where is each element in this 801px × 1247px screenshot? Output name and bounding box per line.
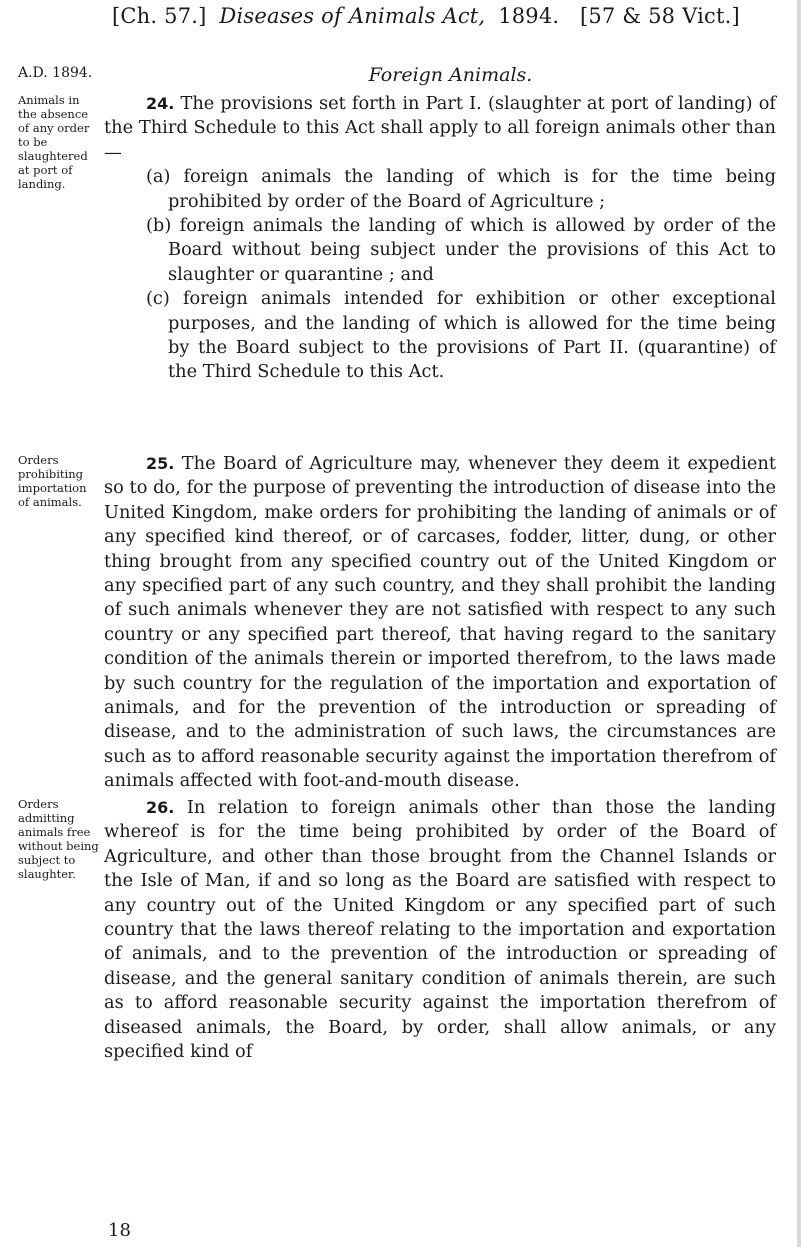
section-25 — [104, 452, 776, 794]
margin-note-25: Orders prohibiting importation of animals. — [18, 453, 87, 509]
margin-note-26: Orders admitting animals free without being subject to slaughter. — [18, 797, 99, 881]
section-24-item-c — [104, 287, 776, 385]
section-26-body — [104, 796, 776, 1064]
item-text: foreign animals the landing of which is for the time being prohibited by order of the Board of Agriculture ; — [168, 166, 777, 212]
regnal-year: [57 & 58 Vict.] — [579, 4, 740, 28]
item-text: foreign animals the landing of which is allowed by order of the Board without being subject under the provisions of this Act to slaughter or quarantine ; and — [168, 215, 776, 285]
running-head — [112, 4, 740, 28]
section-26-number: 26. — [146, 798, 175, 817]
section-24-body — [104, 92, 776, 165]
item-label: (c) — [146, 288, 170, 310]
page-number: 18 — [108, 1220, 131, 1241]
margin-note-24: Animals in the absence of any order to be slaughtered at port of landing. — [18, 93, 90, 191]
section-25-text: The Board of Agriculture may, whenever they deem it expedient so to do, for the purpose of preventing the introduction of disease into the United Kingdom, make orders for prohibiting the landing of animals or of any specified kind thereof, or of carcases, fodder, litter, dung, or other thing brought from any specified country out of the United Kingdom or any specified part of any such country, and they shall prohibit the landing of such animals whenever they are not satisfied with respect to any such country or any specified part thereof, that having regard to the sanitary condition of the animals therein or imported therefrom, to the laws made by such country for the regulation of the importation and exportation of animals, and for the prevention of the introduction or spreading of disease, and to the administration of such laws, the circumstances are such as to afford reasonable security against the importation therefrom of animals affected with foot-and-mouth disease. — [104, 453, 776, 792]
item-label: (a) — [146, 166, 171, 188]
section-26 — [104, 796, 776, 1064]
section-25-body — [104, 452, 776, 794]
section-24 — [104, 92, 776, 385]
year-tag: A.D. 1894. — [18, 65, 93, 81]
page-edge-shadow — [797, 0, 801, 1247]
section-24-number: 24. — [146, 94, 175, 113]
section-25-number: 25. — [146, 454, 175, 473]
chapter-ref: [Ch. 57.] — [112, 4, 207, 28]
item-label: (b) — [146, 215, 172, 237]
act-year: 1894. — [498, 4, 560, 28]
section-heading: Foreign Animals. — [368, 64, 533, 86]
section-24-item-b — [104, 214, 776, 287]
item-text: foreign animals intended for exhibition or other exceptional purposes, and the landing of which is allowed for the time being by the Board subject to the provisions of Part II. (quarantine) of the Third Schedule to this Act. — [168, 288, 776, 383]
act-title: Diseases of Animals Act, — [219, 4, 486, 28]
section-24-text: The provisions set forth in Part I. (slaughter at port of landing) of the Third Schedule to this Act shall apply to all foreign animals other than— — [104, 93, 776, 163]
section-26-text: In relation to foreign animals other than those the landing whereof is for the time being prohibited by order of the Board of Agriculture, and other than those brought from the Channel Islands or the Isle of Man, if and so long as the Board are satisfied with respect to any country out of the United Kingdom or any specified part of such country that the laws thereof relating to the importation and exportation of animals, and to the prevention of the introduction or spreading of disease, and the general sanitary condition of animals therein, are such as to afford reasonable security against the importation therefrom of diseased animals, the Board, by order, shall allow animals, or any specified kind of — [104, 797, 777, 1063]
section-24-item-a — [104, 165, 776, 214]
